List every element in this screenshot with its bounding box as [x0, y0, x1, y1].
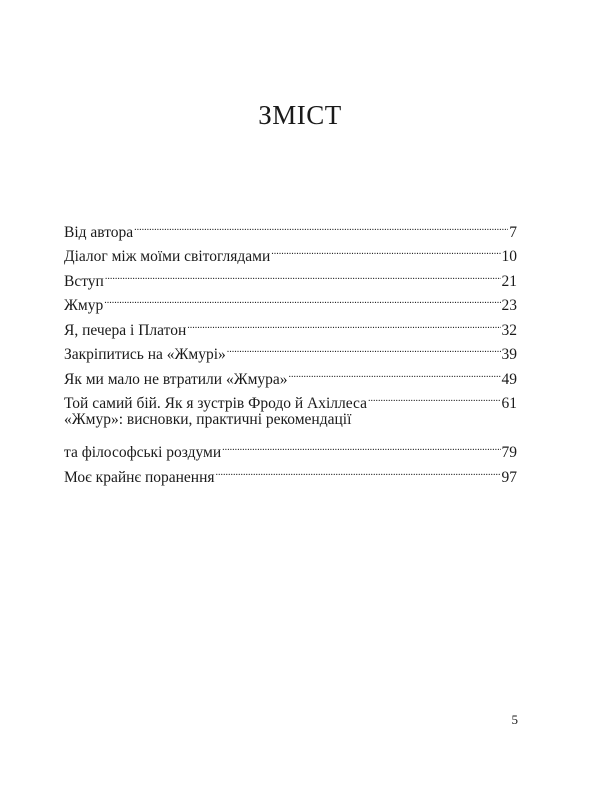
- toc-entry-title: Вступ: [64, 272, 104, 290]
- dot-leader: [104, 286, 500, 311]
- dot-leader: [134, 212, 508, 237]
- toc-entry-page: 23: [501, 297, 517, 314]
- toc-entry-page: 10: [501, 248, 517, 265]
- table-of-contents: [64, 212, 517, 486]
- toc-entry: [64, 408, 517, 433]
- toc-entry-page: 21: [501, 272, 517, 290]
- toc-entry-title: Закріпитись на «Жмурі»: [64, 346, 226, 363]
- toc-entry-page: 32: [501, 321, 517, 339]
- toc-entry: [64, 310, 517, 339]
- toc-entry: [64, 286, 517, 314]
- toc-entry-page: 79: [501, 444, 517, 461]
- toc-entry-title: Я, печера і Платон: [64, 321, 187, 339]
- dot-leader: [105, 261, 501, 286]
- toc-entry-title: «Жмур»: висновки, практичні рекомендації: [64, 411, 352, 428]
- toc-entry: [64, 212, 517, 241]
- toc-entry-page: 97: [501, 468, 517, 486]
- dot-leader: [227, 335, 501, 360]
- toc-entry-page: 61: [501, 395, 517, 412]
- dot-leader: [216, 457, 501, 482]
- toc-entry-title: Жмур: [64, 297, 104, 314]
- toc-entry-title: Той самий бій. Як я зустрів Фродо й Ахіллеса: [64, 395, 367, 412]
- toc-entry: [64, 261, 517, 290]
- dot-leader: [368, 384, 501, 409]
- toc-entry-title: та філософські роздуми: [64, 444, 222, 461]
- toc-entry-title: Як ми мало не втратили «Жмура»: [64, 370, 288, 388]
- toc-entry-page: 49: [501, 370, 517, 388]
- page-title: ЗМІСТ: [258, 100, 342, 130]
- dot-leader: [187, 310, 500, 335]
- toc-entry-title: Від автора: [64, 223, 134, 241]
- toc-entry: [64, 433, 517, 461]
- toc-entry-title: Діалог між моїми світоглядами: [64, 248, 271, 265]
- dot-leader: [289, 359, 501, 384]
- toc-entry-page: 7: [509, 223, 517, 241]
- toc-entry-page: 39: [501, 346, 517, 363]
- dot-leader: [222, 433, 500, 458]
- dot-leader: [271, 237, 500, 262]
- page-number: 5: [511, 712, 518, 727]
- toc-entry-title: Моє крайнє поранення: [64, 468, 215, 486]
